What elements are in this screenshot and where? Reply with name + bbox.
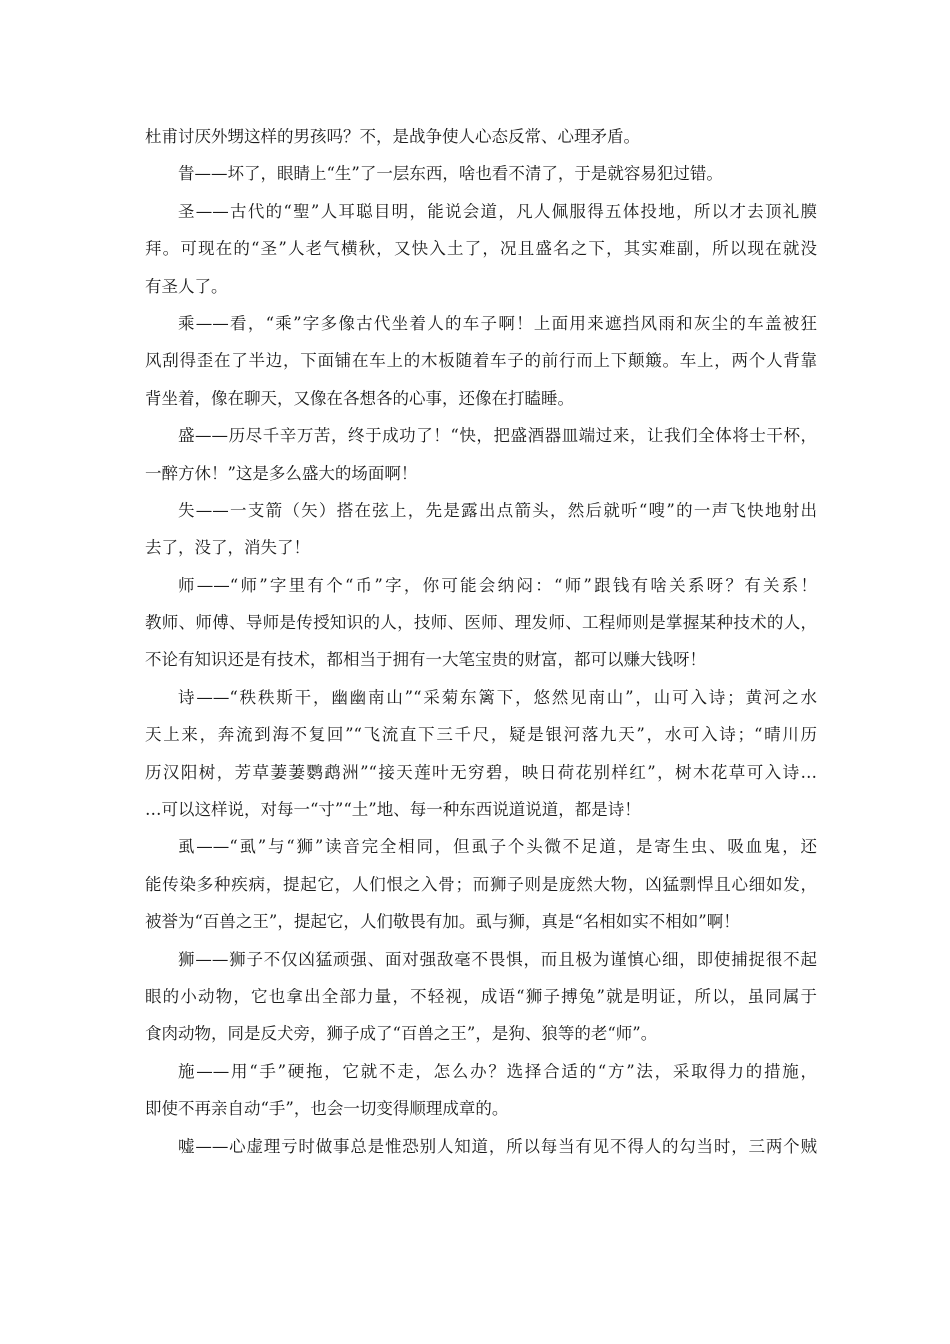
text-line: 师——“师”字里有个“币”字，你可能会纳闷：“师”跟钱有啥关系呀？有关系！ xyxy=(178,575,817,595)
paragraph xyxy=(145,305,817,417)
text-line: 风刮得歪在了半边，下面铺在车上的木板随着车子的前行而上下颠簸。车上，两个人背靠 xyxy=(145,351,817,371)
text-line: 眚——坏了，眼睛上“生”了一层东西，啥也看不清了，于是就容易犯过错。 xyxy=(178,164,723,184)
text-line: 能传染多种疾病，提起它，人们恨之入骨；而狮子则是庞然大物，凶猛剽悍且心细如发， xyxy=(145,874,817,894)
text-line: 有圣人了。 xyxy=(145,276,228,296)
paragraph xyxy=(145,941,817,1053)
paragraph xyxy=(145,828,817,940)
paragraph xyxy=(145,679,817,829)
text-line: …可以这样说，对每一“寸”“土”地、每一种东西说道说道，都是诗！ xyxy=(145,800,641,820)
text-line: 盛——历尽千辛万苦，终于成功了！“快，把盛酒器皿端过来，让我们全体将士干杯， xyxy=(178,426,817,446)
text-line: 施——用“手”硬拖，它就不走，怎么办？选择合适的“方”法，采取得力的措施， xyxy=(178,1061,817,1081)
text-line: 去了，没了，消失了！ xyxy=(145,538,310,558)
paragraph xyxy=(145,417,817,492)
text-line: 拜。可现在的“圣”人老气横秋，又快入土了，况且盛名之下，其实难副，所以现在就没 xyxy=(145,239,817,259)
text-line: 教师、师傅、导师是传授知识的人，技师、医师、理发师、工程师则是掌握某种技术的人， xyxy=(145,613,817,633)
paragraph xyxy=(145,193,817,305)
text-line: 历汉阳树，芳草萋萋鹦鹉洲”“接天莲叶无穷碧，映日荷花别样红”，树木花草可入诗… xyxy=(145,762,817,782)
text-line: 不论有知识还是有技术，都相当于拥有一大笔宝贵的财富，都可以赚大钱呀！ xyxy=(145,650,706,670)
text-line: 失——一支箭（矢）搭在弦上，先是露出点箭头，然后就听“嗖”的一声飞快地射出 xyxy=(178,500,817,520)
body-text xyxy=(145,118,817,1165)
text-line: 圣——古代的“聖”人耳聪目明，能说会道，凡人佩服得五体投地，所以才去顶礼膜 xyxy=(178,201,817,221)
paragraph xyxy=(145,1128,817,1165)
text-line: 虱——“虱”与“狮”读音完全相同，但虱子个头微不足道，是寄生虫、吸血鬼，还 xyxy=(178,837,817,857)
text-line: 一醉方休！”这是多么盛大的场面啊！ xyxy=(145,463,418,483)
paragraph xyxy=(145,118,817,155)
text-line: 食肉动物，同是反犬旁，狮子成了“百兽之王”，是狗、狼等的老“师”。 xyxy=(145,1024,658,1044)
text-line: 即使不再亲自动“手”，也会一切变得顺理成章的。 xyxy=(145,1099,509,1119)
paragraph xyxy=(145,567,817,679)
paragraph xyxy=(145,492,817,567)
paragraph xyxy=(145,1053,817,1128)
text-line: 天上来，奔流到海不复回”“飞流直下三千尺，疑是银河落九天”，水可入诗；“晴川历 xyxy=(145,725,817,745)
text-line: 被誉为“百兽之王”，提起它，人们敬畏有加。虱与狮，真是“名相如实不相如”啊！ xyxy=(145,912,740,932)
text-line: 嘘——心虚理亏时做事总是惟恐别人知道，所以每当有见不得人的勾当时，三两个贼 xyxy=(178,1136,817,1156)
text-line: 眼的小动物，它也拿出全部力量，不轻视，成语“狮子搏兔”就是明证，所以，虽同属于 xyxy=(145,986,817,1006)
text-line: 狮——狮子不仅凶猛顽强、面对强敌毫不畏惧，而且极为谨慎心细，即使捕捉很不起 xyxy=(178,949,817,969)
text-line: 杜甫讨厌外甥这样的男孩吗？不，是战争使人心态反常、心理矛盾。 xyxy=(145,127,640,146)
text-line: 背坐着，像在聊天，又像在各想各的心事，还像在打瞌睡。 xyxy=(145,388,574,408)
paragraph xyxy=(145,155,817,192)
text-line: 乘——看，“乘”字多像古代坐着人的车子啊！上面用来遮挡风雨和灰尘的车盖被狂 xyxy=(178,313,817,333)
text-line: 诗——“秩秩斯干，幽幽南山”“采菊东篱下，悠然见南山”，山可入诗；黄河之水 xyxy=(178,687,817,707)
